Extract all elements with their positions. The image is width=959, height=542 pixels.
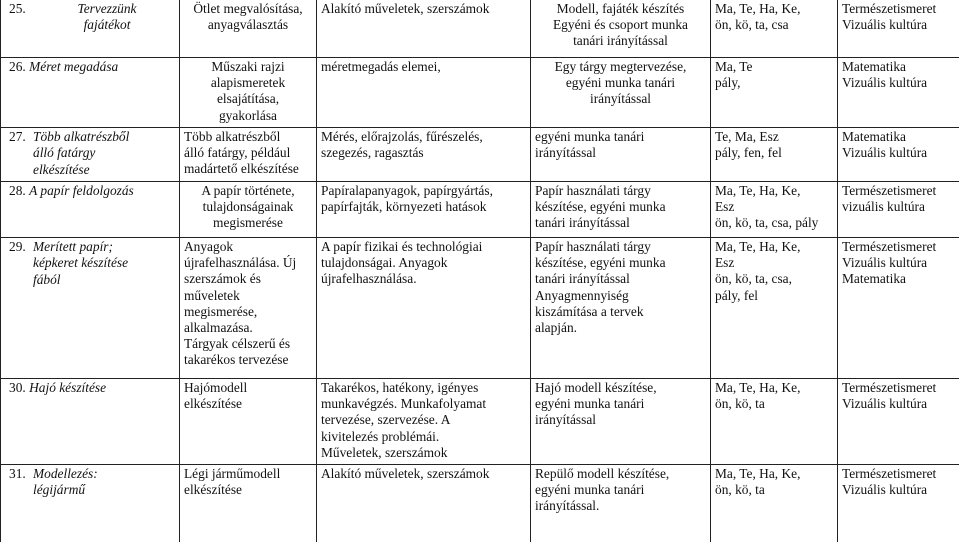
topic-cell bbox=[1, 379, 180, 465]
links-cell bbox=[838, 0, 959, 58]
table-row bbox=[1, 182, 959, 238]
place-cell bbox=[711, 0, 838, 58]
goal-cell bbox=[180, 238, 317, 379]
activity-text: Modell, fajáték készítés Egyéni és csoport munka tanári irányítással bbox=[553, 1, 688, 49]
place-text: Ma, Te, Ha, Ke, Esz ön, kö, ta, csa, pály, fel bbox=[715, 239, 801, 303]
row-number: 29. bbox=[9, 239, 26, 254]
content-text: Mérés, előrajzolás, fűrészelés, szegezés, ragasztás bbox=[321, 129, 483, 161]
activity-cell bbox=[531, 379, 711, 465]
links-cell bbox=[838, 182, 959, 238]
links-cell bbox=[838, 465, 959, 542]
links-cell bbox=[838, 238, 959, 379]
goal-text: A papír története, tulajdonságainak megismerése bbox=[201, 183, 295, 231]
goal-text: Anyagok újrafelhasználása. Új szerszámok és műveletek megismerése, alkalmazása. Tárgyak célszerű és takarékos tervezése bbox=[184, 239, 297, 368]
goal-cell bbox=[180, 379, 317, 465]
links-cell bbox=[838, 128, 959, 182]
activity-text: Egy tárgy megtervezése, egyéni munka tanári irányítással bbox=[554, 59, 687, 107]
activity-text: Hajó modell készítése, egyéni munka tanári irányítással bbox=[535, 380, 657, 428]
activity-cell bbox=[531, 182, 711, 238]
place-text: Ma, Te, Ha, Ke, Esz ön, kö, ta, csa, pály bbox=[715, 183, 819, 231]
table-row bbox=[1, 0, 959, 58]
links-cell bbox=[838, 379, 959, 465]
content-text: A papír fizikai és technológiai tulajdonságai. Anyagok újrafelhasználása. bbox=[321, 239, 483, 287]
goal-cell bbox=[180, 0, 317, 58]
activity-text: Repülő modell készítése, egyéni munka tanári irányítással. bbox=[535, 466, 670, 514]
goal-cell bbox=[180, 58, 317, 128]
content-cell bbox=[317, 0, 531, 58]
place-text: Ma, Te, Ha, Ke, ön, kö, ta, csa bbox=[715, 1, 801, 33]
table-row bbox=[1, 379, 959, 465]
content-cell bbox=[317, 238, 531, 379]
row-number: 28. bbox=[9, 183, 26, 198]
links-text: Matematika Vizuális kultúra bbox=[842, 59, 928, 91]
links-text: Természetismeret vizuális kultúra bbox=[842, 183, 937, 215]
goal-cell bbox=[180, 182, 317, 238]
activity-cell bbox=[531, 238, 711, 379]
place-cell bbox=[711, 379, 838, 465]
place-cell bbox=[711, 238, 838, 379]
table-row bbox=[1, 238, 959, 379]
content-text: Alakító műveletek, szerszámok bbox=[321, 1, 490, 16]
links-cell bbox=[838, 58, 959, 128]
activity-cell bbox=[531, 0, 711, 58]
activity-text: egyéni munka tanári irányítással bbox=[535, 129, 645, 161]
table-row bbox=[1, 465, 959, 542]
goal-text: Műszaki rajzi alapismeretek elsajátítása, gyakorlása bbox=[210, 59, 286, 123]
content-text: méretmegadás elemei, bbox=[321, 59, 441, 74]
content-text: Alakító műveletek, szerszámok bbox=[321, 466, 490, 481]
links-text: Természetismeret Vizuális kultúra bbox=[842, 466, 937, 498]
content-cell bbox=[317, 58, 531, 128]
topic-title: Hajó készítése bbox=[29, 380, 107, 395]
place-cell bbox=[711, 58, 838, 128]
content-cell bbox=[317, 128, 531, 182]
table-row bbox=[1, 58, 959, 128]
place-text: Ma, Te, Ha, Ke, ön, kö, ta bbox=[715, 466, 801, 498]
row-number: 27. bbox=[9, 129, 26, 144]
topic-cell bbox=[1, 0, 180, 58]
links-text: Matematika Vizuális kultúra bbox=[842, 129, 928, 161]
topic-title: A papír feldolgozás bbox=[29, 183, 134, 198]
topic-title: Merített papír; képkeret készítése fából bbox=[33, 239, 129, 287]
topic-cell bbox=[1, 182, 180, 238]
links-text: Természetismeret Vizuális kultúra bbox=[842, 1, 937, 33]
row-number: 30. bbox=[9, 380, 26, 395]
table-row bbox=[1, 128, 959, 182]
activity-cell bbox=[531, 465, 711, 542]
place-cell bbox=[711, 182, 838, 238]
goal-cell bbox=[180, 128, 317, 182]
links-text: Természetismeret Vizuális kultúra Matematika bbox=[842, 239, 937, 287]
place-text: Ma, Te, Ha, Ke, ön, kö, ta bbox=[715, 380, 801, 412]
row-number: 25. bbox=[9, 1, 26, 16]
goal-text: Több alkatrészből álló fatárgy, például madártető elkészítése bbox=[184, 129, 299, 177]
activity-text: Papír használati tárgy készítése, egyéni munka tanári irányítással Anyagmennyiség kiszámítása a tervek alapján. bbox=[535, 239, 666, 336]
goal-text: Légi járműmodell elkészítése bbox=[184, 466, 281, 498]
place-text: Te, Ma, Esz pály, fen, fel bbox=[715, 129, 782, 161]
place-cell bbox=[711, 465, 838, 542]
goal-text: Ötlet megvalósítása, anyagválasztás bbox=[193, 1, 303, 33]
topic-cell bbox=[1, 128, 180, 182]
row-number: 26. bbox=[9, 59, 26, 74]
place-cell bbox=[711, 128, 838, 182]
content-cell bbox=[317, 182, 531, 238]
goal-cell bbox=[180, 465, 317, 542]
content-cell bbox=[317, 379, 531, 465]
topic-cell bbox=[1, 465, 180, 542]
activity-cell bbox=[531, 58, 711, 128]
place-text: Ma, Te pály, bbox=[715, 59, 753, 91]
activity-text: Papír használati tárgy készítése, egyéni munka tanári irányítással bbox=[535, 183, 666, 231]
row-number: 31. bbox=[9, 466, 26, 481]
content-text: Papíralapanyagok, papírgyártás, papírfajták, környezeti hatások bbox=[321, 183, 493, 215]
topic-cell bbox=[1, 238, 180, 379]
topic-title: Modellezés: légijármű bbox=[33, 466, 98, 498]
activity-cell bbox=[531, 128, 711, 182]
topic-title: Méret megadása bbox=[29, 59, 119, 74]
content-cell bbox=[317, 465, 531, 542]
content-text: Takarékos, hatékony, igényes munkavégzés. Munkafolyamat tervezése, szervezése. A kivitelezés problémái. Műveletek, szerszámok bbox=[321, 380, 487, 460]
goal-text: Hajómodell elkészítése bbox=[184, 380, 248, 412]
links-text: Természetismeret Vizuális kultúra bbox=[842, 380, 937, 412]
topic-title: Több alkatrészből álló fatárgy elkészítése bbox=[33, 129, 130, 177]
topic-cell bbox=[1, 58, 180, 128]
topic-title: Tervezzünk fajátékot bbox=[77, 1, 137, 33]
